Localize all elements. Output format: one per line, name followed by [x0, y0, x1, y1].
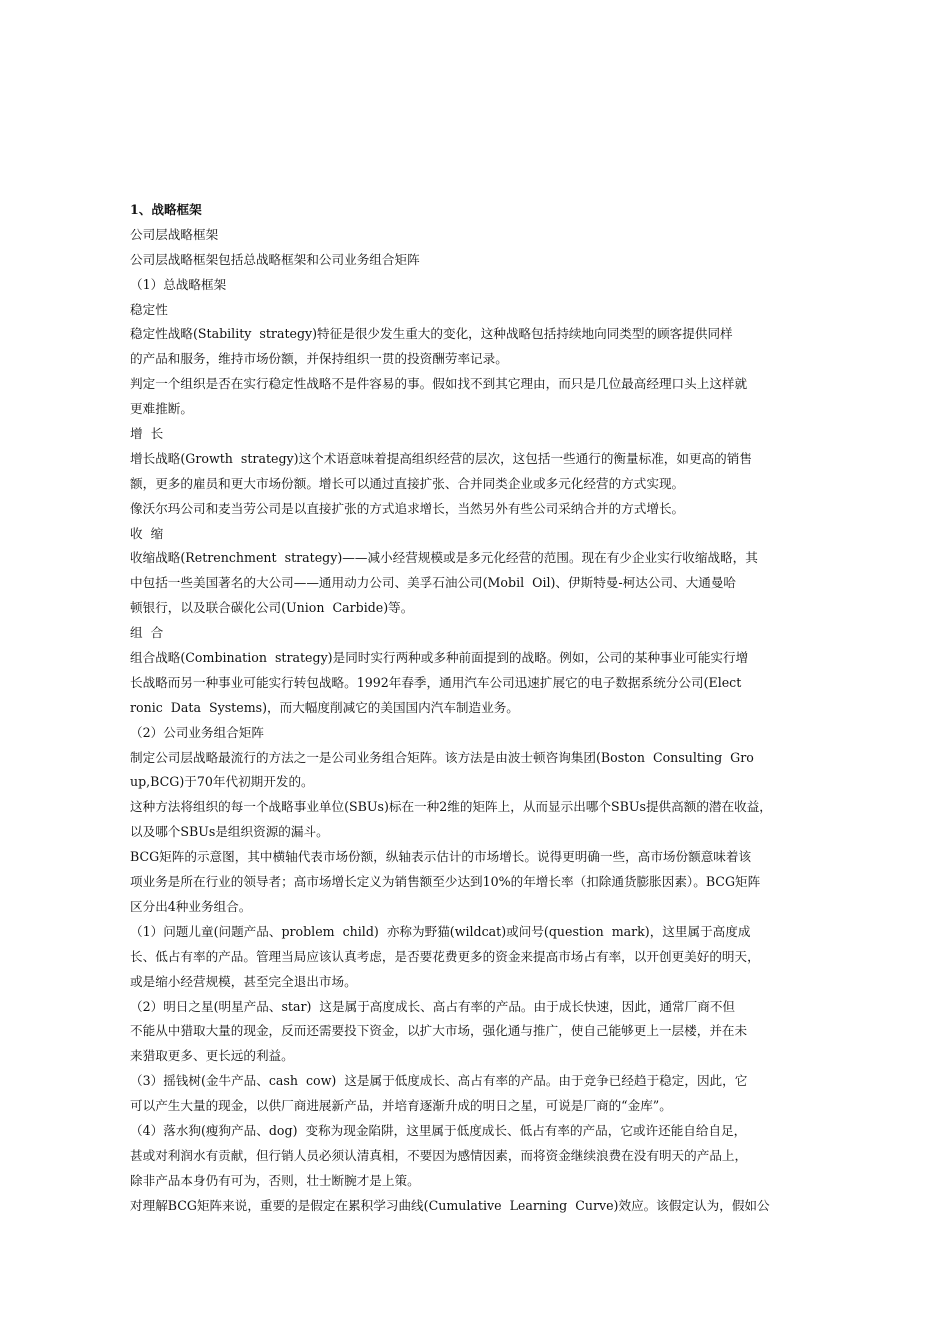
- text-line: 收缩战略(Retrenchment strategy)——减小经营规模或是多元化经营的范围。现在有少企业实行收缩战略，其: [130, 550, 758, 566]
- text-line: 可以产生大量的现金，以供厂商进展新产品，并培育逐渐升成的明日之星，可说是厂商的“金库”。: [130, 1098, 672, 1114]
- text-line: ronic Data Systems)，而大幅度削减它的美国国内汽车制造业务。: [130, 699, 519, 715]
- text-line: 公司层战略框架包括总战略框架和公司业务组合矩阵: [130, 251, 420, 267]
- text-line: （4）落水狗(瘦狗产品、dog) 变称为现金陷阱，这里属于低度成长、低占有率的产品，它或许还能自给自足，: [130, 1122, 747, 1138]
- text-line: 对理解BCG矩阵来说，重要的是假定在累积学习曲线(Cumulative Learning Curve)效应。该假定认为，假如公: [130, 1197, 770, 1213]
- text-line: 以及哪个SBUs是组织资源的漏斗。: [130, 824, 329, 840]
- text-line: （1）总战略框架: [130, 276, 227, 292]
- text-line: 增 长: [130, 426, 164, 442]
- text-line: （2）明日之星(明星产品、star) 这是属于高度成长、高占有率的产品。由于成长快速，因此，通常厂商不但: [130, 998, 736, 1014]
- text-line: 区分出4种业务组合。: [130, 898, 252, 914]
- text-line: 除非产品本身仍有可为，否则，壮士断腕才是上策。: [130, 1172, 420, 1188]
- text-line: 顿银行，以及联合碳化公司(Union Carbide)等。: [130, 600, 414, 616]
- text-line: （2）公司业务组合矩阵: [130, 724, 264, 740]
- text-line: 像沃尔玛公司和麦当劳公司是以直接扩张的方式追求增长，当然另外有些公司采纳合并的方式增长。: [130, 500, 685, 516]
- text-line: 更难推断。: [130, 401, 193, 417]
- text-line: 的产品和服务，维持市场份额，并保持组织一贯的投资酬劳率记录。: [130, 351, 508, 367]
- text-line: 不能从中猎取大量的现金，反而还需要投下资金，以扩大市场，强化通与推广，使自己能够更上一层楼，并在未: [130, 1023, 748, 1039]
- section-heading: 1、战略框架: [130, 202, 202, 217]
- text-line: 长、低占有率的产品。管理当局应该认真考虑，是否要花费更多的资金来提高市场占有率，以开创更美好的明天，: [130, 948, 760, 964]
- text-line: 来猎取更多、更长远的利益。: [130, 1048, 294, 1064]
- text-line: （1）问题儿童(问题产品、problem child) 亦称为野猫(wildcat)或问号(question mark)，这里属于高度成: [130, 923, 751, 939]
- text-line: 制定公司层战略最流行的方法之一是公司业务组合矩阵。该方法是由波士顿咨询集团(Boston Consulting Gro: [130, 749, 754, 765]
- text-line: 增长战略(Growth strategy)这个术语意味着提高组织经营的层次，这包括一些通行的衡量标准，如更高的销售: [130, 450, 752, 466]
- text-line: 组合战略(Combination strategy)是同时实行两种或多种前面提到的战略。例如，公司的某种事业可能实行增: [130, 650, 749, 666]
- text-line: BCG矩阵的示意图，其中横轴代表市场份额，纵轴表示估计的市场增长。说得更明确一些，高市场份额意味着该: [130, 849, 752, 865]
- text-line: 判定一个组织是否在实行稳定性战略不是件容易的事。假如找不到其它理由，而只是几位最高经理口头上这样就: [130, 376, 748, 392]
- text-line: 甚或对利润水有贡献，但行销人员必须认清真相，不要因为感情因素，而将资金继续浪费在没有明天的产品上，: [130, 1147, 748, 1163]
- text-line: 或是缩小经营规模，甚至完全退出市场。: [130, 973, 357, 989]
- text-line: 额，更多的雇员和更大市场份额。增长可以通过直接扩张、合并同类企业或多元化经营的方式实现。: [130, 475, 685, 491]
- text-line: 中包括一些美国著名的大公司——通用动力公司、美孚石油公司(Mobil Oil)、伊斯特曼-柯达公司、大通曼哈: [130, 575, 737, 591]
- text-line: 这种方法将组织的每一个战略事业单位(SBUs)标在一种2维的矩阵上，从而显示出哪个SBUs提供高额的潜在收益，: [130, 799, 772, 815]
- document-body: [130, 198, 842, 1219]
- text-line: 项业务是所在行业的领导者；高市场增长定义为销售额至少达到10%的年增长率（扣除通货膨胀因素）。BCG矩阵: [130, 874, 761, 890]
- text-line: 稳定性: [130, 301, 168, 317]
- text-line: up,BCG)于70年代初期开发的。: [130, 774, 314, 790]
- text-line: 公司层战略框架: [130, 226, 219, 242]
- text-line: 稳定性战略(Stability strategy)特征是很少发生重大的变化，这种战略包括持续地向同类型的顾客提供同样: [130, 326, 733, 342]
- text-line: 组 合: [130, 625, 164, 641]
- text-line: 长战略而另一种事业可能实行转包战略。1992年春季，通用汽车公司迅速扩展它的电子数据系统分公司(Elect: [130, 674, 742, 690]
- text-line: （3）摇钱树(金牛产品、cash cow) 这是属于低度成长、高占有率的产品。由于竞争已经趋于稳定，因此，它: [130, 1073, 748, 1089]
- text-line: 收 缩: [130, 525, 164, 541]
